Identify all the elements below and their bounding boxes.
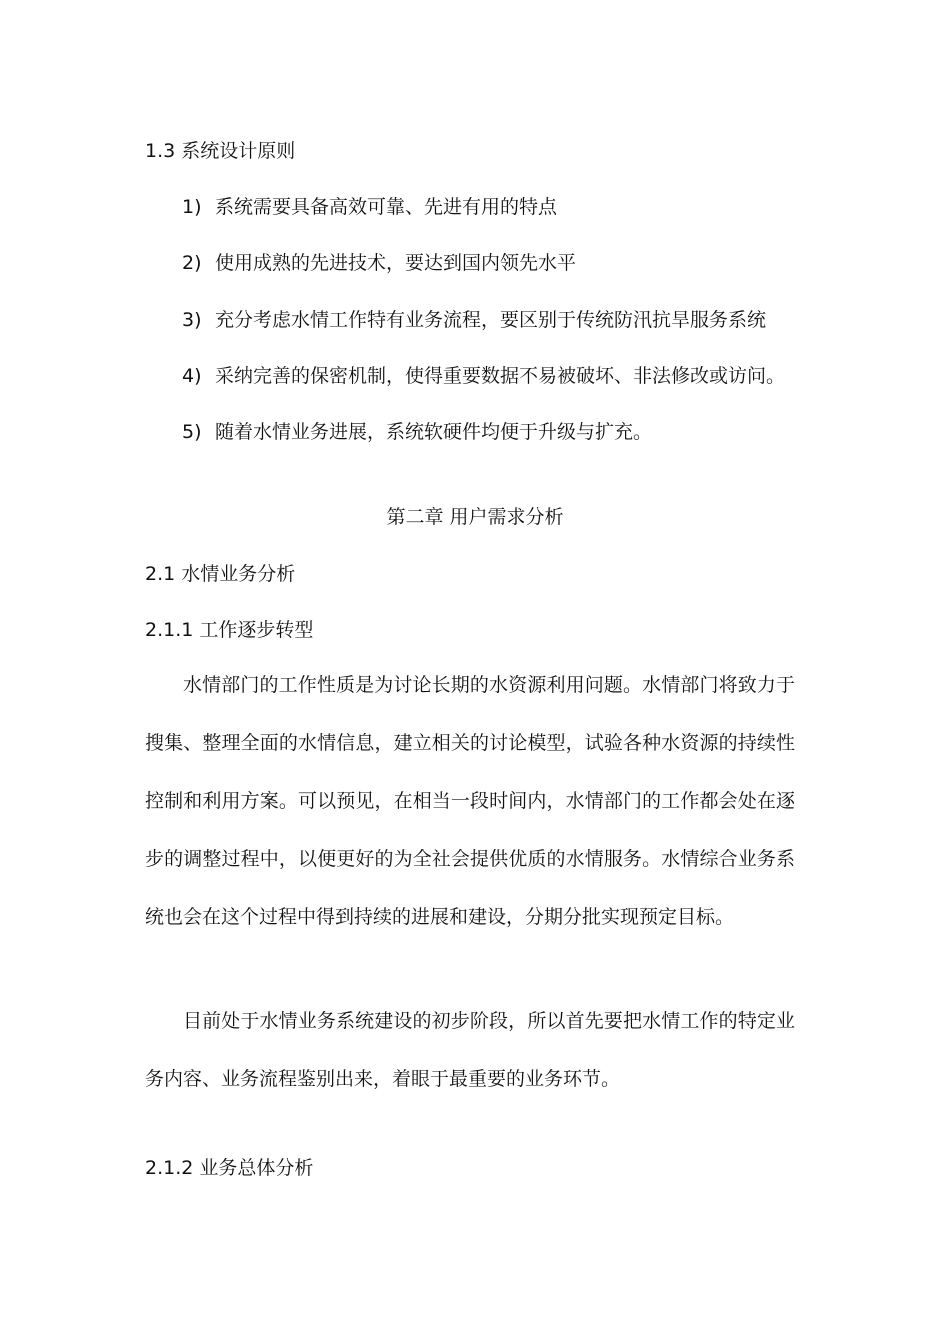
body-paragraph: 目前处于水情业务系统建设的初步阶段，所以首先要把水情工作的特定业务内容、业务流程鉴别出来，着眼于最重要的业务环节。 (145, 1010, 795, 1090)
list-item (182, 364, 785, 388)
list-item-text: 采纳完善的保密机制，使得重要数据不易被破坏、非法修改或访问。 (215, 365, 786, 387)
list-item-text: 随着水情业务进展，系统软硬件均便于升级与扩充。 (215, 421, 653, 443)
list-item (182, 251, 576, 275)
list-item (182, 420, 652, 444)
list-item (182, 308, 766, 332)
list-item (182, 195, 557, 219)
list-item-number: 3) (182, 309, 202, 331)
section-heading-2-1-1: 2.1.1 工作逐步转型 (145, 619, 314, 641)
chapter-title: 第二章 用户需求分析 (386, 506, 564, 528)
section-heading-1-3: 1.3 系统设计原则 (145, 140, 296, 162)
list-item-text: 充分考虑水情工作特有业务流程，要区别于传统防汛抗旱服务系统 (215, 309, 767, 331)
list-item-text: 系统需要具备高效可靠、先进有用的特点 (215, 196, 558, 218)
list-item-number: 5) (182, 421, 202, 443)
list-item-text: 使用成熟的先进技术，要达到国内领先水平 (215, 252, 577, 274)
list-item-number: 2) (182, 252, 202, 274)
body-paragraph: 水情部门的工作性质是为讨论长期的水资源利用问题。水情部门将致力于搜集、整理全面的水情信息，建立相关的讨论模型，试验各种水资源的持续性控制和利用方案。可以预见，在相当一段时间内，水情部门的工作都会处在逐步的调整过程中，以便更好的为全社会提供优质的水情服务。水情综合业务系统也会在这个过程中得到持续的进展和建设，分期分批实现预定目标。 (145, 674, 795, 928)
list-item-number: 1) (182, 196, 202, 218)
section-heading-2-1-2: 2.1.2 业务总体分析 (145, 1157, 314, 1179)
list-item-number: 4) (182, 365, 202, 387)
section-heading-2-1: 2.1 水情业务分析 (145, 563, 296, 585)
